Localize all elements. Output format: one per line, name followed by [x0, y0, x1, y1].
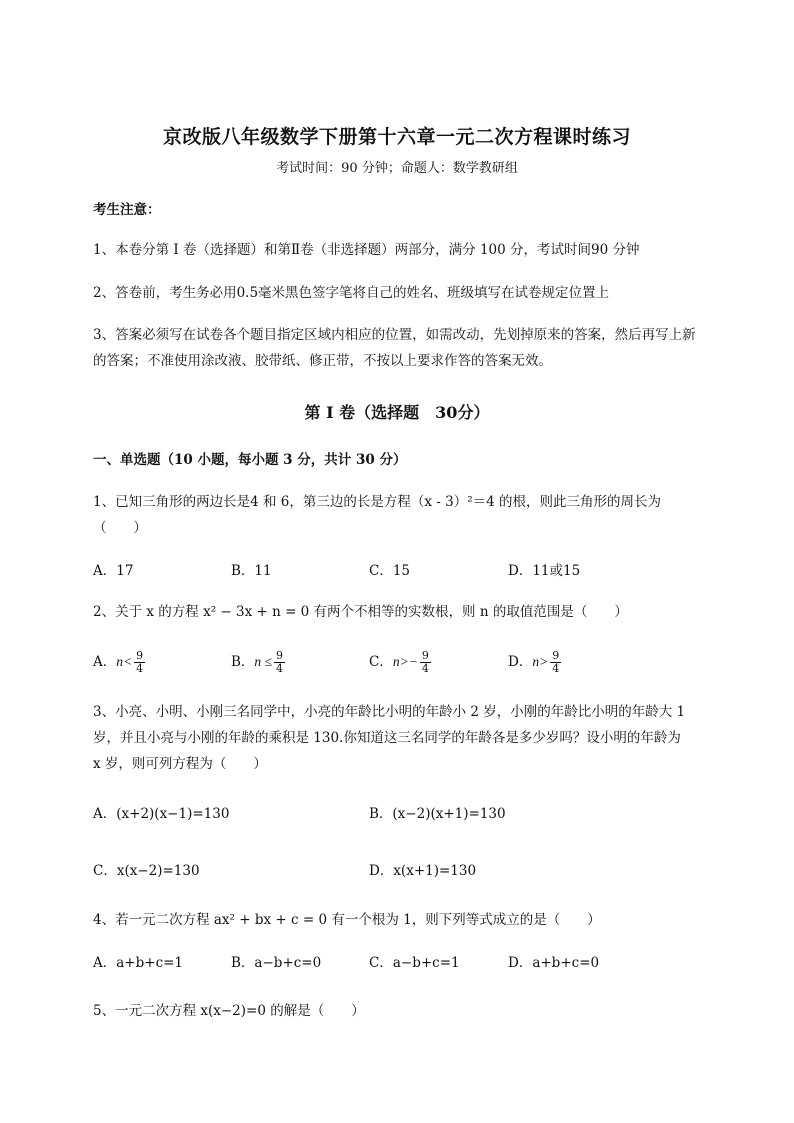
option-label: D．	[508, 654, 533, 670]
q3-option-c: C．x(x−2)=130	[93, 863, 200, 879]
notice-item: 3、答案必须写在试卷各个题目指定区域内相应的位置，如需改动，先划掉原来的答案，然后再写上新	[93, 327, 696, 343]
q3-option-a: A．(x+2)(x−1)=130	[93, 806, 230, 822]
page-subtitle: 考试时间：90 分钟；命题人：数学教研组	[276, 161, 518, 176]
part-heading: 一、单选题（10 小题，每小题 3 分，共计 30 分）	[93, 452, 407, 468]
option-expr: n<	[116, 654, 133, 669]
option-expr: n>	[532, 654, 549, 669]
q1-option-a: A．17	[93, 563, 134, 579]
question-2-text: 2、关于 x 的方程 x² − 3x + n = 0 有两个不相等的实数根，则 n 的取值范围是（ ）	[93, 604, 628, 620]
denominator: 4	[136, 662, 144, 675]
notice-item: 1、本卷分第 I 卷（选择题）和第Ⅱ卷（非选择题）两部分，满分 100 分，考试时间90 分钟	[93, 242, 640, 258]
numerator: 9	[552, 649, 560, 662]
notice-heading: 考生注意：	[93, 202, 161, 218]
notice-item: 的答案；不准使用涂改液、胶带纸、修正带，不按以上要求作答的答案无效。	[93, 353, 552, 369]
fraction	[550, 650, 561, 675]
numerator: 9	[275, 649, 283, 662]
denominator: 4	[552, 662, 560, 675]
q2-option-b	[231, 650, 285, 675]
option-expr: n ≤	[254, 654, 272, 669]
fraction	[274, 650, 285, 675]
q4-option-a: A．a+b+c=1	[93, 955, 184, 971]
option-label: C．	[369, 654, 393, 670]
q4-option-b: B．a−b+c=0	[231, 955, 322, 971]
question-4-text: 4、若一元二次方程 ax² + bx + c = 0 有一个根为 1，则下列等式成立的是（ ）	[93, 912, 601, 928]
q1-option-d: D．11或15	[508, 563, 581, 579]
numerator: 9	[421, 649, 429, 662]
question-3-text: 岁，并且小亮与小刚的年龄的乘积是 130.你知道这三名同学的年龄各是多少岁吗？设小明的年龄为	[93, 730, 681, 746]
question-3-text: 3、小亮、小明、小刚三名同学中，小亮的年龄比小明的年龄小 2 岁，小刚的年龄比小明的年龄大 1	[93, 704, 686, 720]
q1-option-b: B．11	[231, 563, 272, 579]
q3-option-b: B．(x−2)(x+1)=130	[369, 806, 506, 822]
option-label: B．	[231, 654, 255, 670]
question-3-text: x 岁，则可列方程为（ ）	[93, 756, 267, 772]
page-title: 京改版八年级数学下册第十六章一元二次方程课时练习	[162, 126, 631, 148]
q4-option-d: D．a+b+c=0	[508, 955, 600, 971]
question-1-text: 1、已知三角形的两边长是4 和 6，第三边的长是方程（x - 3）²＝4 的根，则此三角形的周长为	[93, 494, 661, 510]
denominator: 4	[421, 662, 429, 675]
numerator: 9	[136, 649, 144, 662]
q2-option-a	[93, 650, 145, 675]
question-5-text: 5、一元二次方程 x(x−2)=0 的解是（ ）	[93, 1003, 365, 1019]
section-title: 第 I 卷（选择题 30分）	[304, 403, 490, 422]
denominator: 4	[275, 662, 283, 675]
fraction	[134, 650, 145, 675]
q2-option-d	[508, 650, 561, 675]
option-label: A．	[93, 654, 117, 670]
q1-option-c: C．15	[369, 563, 411, 579]
option-expr: n>−	[392, 654, 418, 669]
fraction	[420, 650, 431, 675]
q3-option-d: D．x(x+1)=130	[369, 863, 477, 879]
notice-item: 2、答卷前，考生务必用0.5毫米黑色签字笔将自己的姓名、班级填写在试卷规定位置上	[93, 285, 610, 301]
q4-option-c: C．a−b+c=1	[369, 955, 460, 971]
question-1-text: （ ）	[93, 520, 147, 536]
q2-option-c	[369, 650, 431, 675]
